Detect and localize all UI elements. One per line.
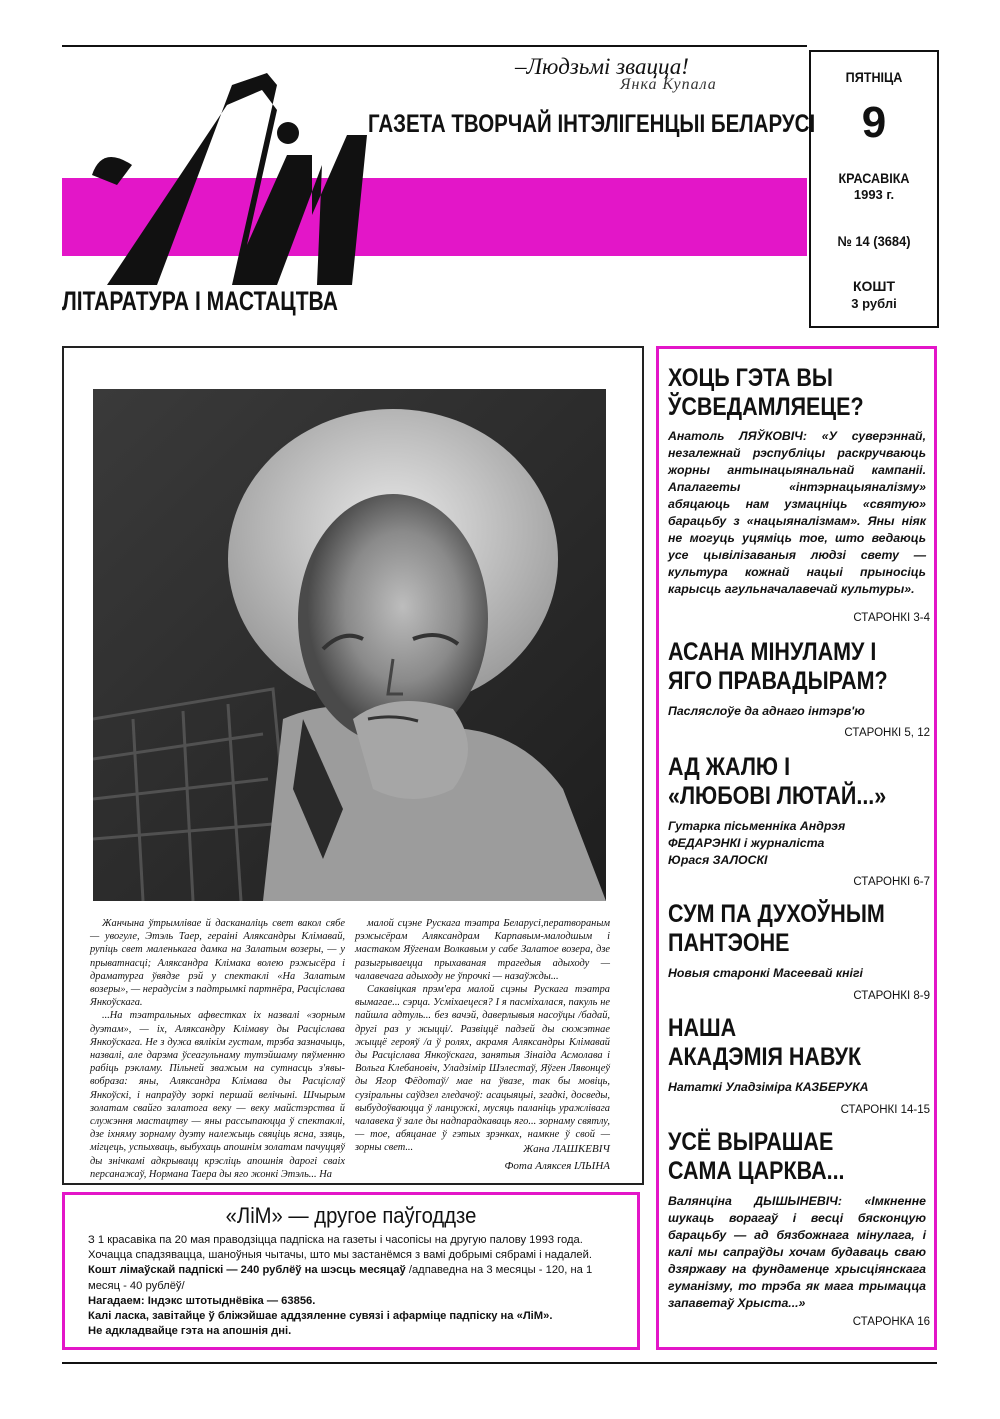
subscription-deadline: Не адкладвайце гэта на апошнія дні. [88,1325,292,1338]
article-pages: СТАРОНКІ 3-4 [853,612,930,624]
article-lead: Валянціна ДЫШЫНЕВІЧ: «Імкненне шукаць ворагаў і весці бясконцую барацьбу — ад бязбожнага мінулага, і калі мы сапраўды хочам будаваць сваю дзяржаву на фундаменце хрысціянскага гуманізму, то трэба як мага трымацца запаветаў Хрыста...» [668,1194,926,1310]
issue-price: 3 рублі [851,296,897,311]
masthead-motto: –Людзьмі звацца! [515,54,689,79]
subscription-title: «ЛіМ» — другое паўгоддзе [225,1203,477,1228]
photo-caption-column-2 [355,917,610,1155]
article-lead: Гутарка пісьменніка Андрэя ФЕДАРЭНКІ і журналіста Юрася ЗАЛОСКІ [668,819,846,867]
headline-line: САМА ЦАРКВА... [668,1157,845,1185]
portrait-photo [93,389,606,901]
issue-weekday: ПЯТНІЦА [845,69,903,85]
article-headline [668,1014,896,1072]
caption-author: Жана ЛАШКЕВІЧ [523,1143,610,1155]
article-pages: СТАРОНКІ 6-7 [853,876,930,888]
headline-line: ЎСВЕДАМЛЯЕЦЕ? [668,393,864,421]
headline-line: ПАНТЭОНЕ [668,929,790,957]
subscription-body [88,1233,618,1339]
article-headline [668,1128,896,1186]
issue-date-box [809,50,939,328]
article-headline [668,638,896,696]
masthead-subtitle: ЛІТАРАТУРА І МАСТАЦТВА [62,286,338,316]
subscription-price [88,1263,618,1293]
article-pages: СТАРОНКІ 14-15 [840,1104,930,1116]
issue-month: КРАСАВІКА [838,170,910,186]
caption-paragraph: Сакавіцкая прэм'ера малой сцэны Рускага тэатра вымагае... сэрца. Усміхаецеся? І я пасміхалася, пакуль не пайшла адтуль... без вачэй, даверлывыя насоўцы /бадай, другі раз у жыцці/. Развіццё падзей ды сюжэтнае жыццё герояў /а ў ролях, акрамя Аляксандры Клімавай ды Расціслава Янкоўскага, занятыя Зінаіда Асмолава і Вольга Клебановіч, Уладзімір Шэлестаў, Яўген Лявонцеў ды Ягор Фёдотаў/ мае на ўвазе, так бы мовіць, сузіральны саўдзел гледачоў: асацыяцыі, згадкі, досведы, выбудоўваюцца ў ланцужкі, мусяць паланіць уражлівага чалавека ў зале ды надпарадкаваць яго... зорнаму святлу, — тое, абяцанае ў гэтых зрэнках, намкне ў свой — зорны свет... [355,984,610,1154]
article-headline [668,364,896,422]
issue-day: 9 [861,98,887,147]
article-lead: Анатоль ЛЯЎКОВІЧ: «У суверэннай, незалежнай рэспубліцы раскручваюць жорны антынацыянальнай кампаніі. Апалагеты «інтэрнацыяналізму» абяцаюць нам узмацніць «святую» барацьбу з «нацыяналізмам». Яны ніяк не могуць уцяміць тое, што ведаюць усе цывілізаваныя людзі свету — культура кожнай нацыі прыносіць карысць агульначалавечай культуры». [668,429,926,596]
caption-paragraph: малой сцэне Рускага тэатра Беларусі,ператвораным рэжысёрам Аляксандрам Карпавым-малодшым і мастаком Яўгенам Волкавым у сабе Залатое возера, дзе разыгрываецца прыхаваная трагедыя адыходу — чалавечага адыходу не ўпрочкі — назаўжды... [355,918,610,982]
photo-credit: Фота Аляксея ІЛЬІНА [504,1160,610,1172]
article-pages: СТАРОНКІ 5, 12 [844,727,930,739]
subscription-line: Хочацца спадзявацца, шаноўныя чытачы, што мы застанёмся з вамі добрымі сябрамі і надалей. [88,1249,592,1262]
article-pages: СТАРОНКІ 8-9 [853,990,930,1002]
masthead-slogan: ГАЗЕТА ТВОРЧАЙ ІНТЭЛІГЕНЦЫІ БЕЛАРУСІ [368,110,816,138]
article-lead: Новыя старонкі Масеевай кнігі [668,966,863,980]
headline-line: АСАНА МІНУЛАМУ І [668,638,877,666]
headline-line: УСЁ ВЫРАШАЕ [668,1128,834,1156]
article-headline [668,753,896,811]
page-bottom-rule [62,1362,937,1364]
headline-line: АКАДЭМІЯ НАВУК [668,1043,862,1071]
headline-line: СУМ ПА ДУХОЎНЫМ [668,900,885,928]
caption-paragraph: Жанчына ўтрымлівае й дасканаліць свет вакол сябе — увогуле, Этэль Таер, гераіні Аляксандры Клімавай, рупіць свет маленькага дамка на Залатым возеры, — у прыватнасці; Аляксандра Клімака волею рэжысёра і драматурга ўвядзе рэй у спектаклі «На Залатым возеры», — нерадусім з падтрымкі партнёра, Расціслава Янкоўскага. [90,918,345,1009]
subscription-call: Калі ласка, завітайце ў бліжэйшае аддзяленне сувязі і афарміце падпіску на «ЛіМ». [88,1310,553,1323]
subscription-line: З 1 красавіка па 20 мая праводзіцца падпіска на газеты і часопісы на другую палову 1993 года. [88,1234,583,1246]
subscription-price-rest: /адпаведна на 3 месяцы - 120, на 1 месяц - 40 рублёў/ [88,1264,593,1292]
article-lead: Пасляслоўе да аднаго інтэрв'ю [668,704,865,718]
article-headline [668,900,896,958]
headline-line: ХОЦЬ ГЭТА ВЫ [668,364,833,392]
article-lead: Нататкі Уладзіміра КАЗБЕРУКА [668,1080,869,1094]
issue-number: № 14 (3684) [837,233,911,249]
article-pages: СТАРОНКА 16 [852,1316,930,1328]
subscription-index: Нагадаем: Індэкс штотыднёвіка — 63856. [88,1294,316,1307]
headline-line: «ЛЮБОВІ ЛЮТАЙ...» [668,782,887,810]
photo-caption-column-1 [90,917,345,1181]
masthead-signature: Янка Купала [620,76,717,93]
subscription-price-bold: Кошт лімаўскай падпіскі — 240 рублёў на шэсць месяцаў [88,1264,406,1277]
caption-paragraph: ...На тэатральных афвестках іх назвалі «зорным дуэтам», — іх, Аляксандру Клімаву ды Расціслава Янкоўскага. Не з дужа вялікім густам, трэба зазначыць, назвалі, але дарэма ўсеагульнаму тутэйшаму пяўменню рабіць рэкламу. Пільней зважым на сутнасць з'явы-вобраза: яны, Аляксандра Клімава ды Расціслаў Янкоўскі, і напраўду зоркі першай велічыні. Шчырым золатам свайго залатога веку — веку майстэрства й служэння мастацтву — яны рассыпаюцца ў спектаклі, дзе іхняму зорнаму дуэту належыць свяціць ясна, ззяць, мігцець, успыхваць, выбухаць апошнім золатам пачуццяў ды знічкамі адкрывацц крэсліць апошнія дарогі сваіх персанажаў, Нормана Таера ды яго жонкі Этэль... На [90,1010,345,1180]
headline-line: НАША [668,1014,737,1042]
headline-line: АД ЖАЛЮ І [668,753,791,781]
headline-line: ЯГО ПРАВАДЫРАМ? [668,667,888,695]
issue-price-label: КОШТ [852,278,896,294]
issue-year: 1993 г. [853,187,895,202]
